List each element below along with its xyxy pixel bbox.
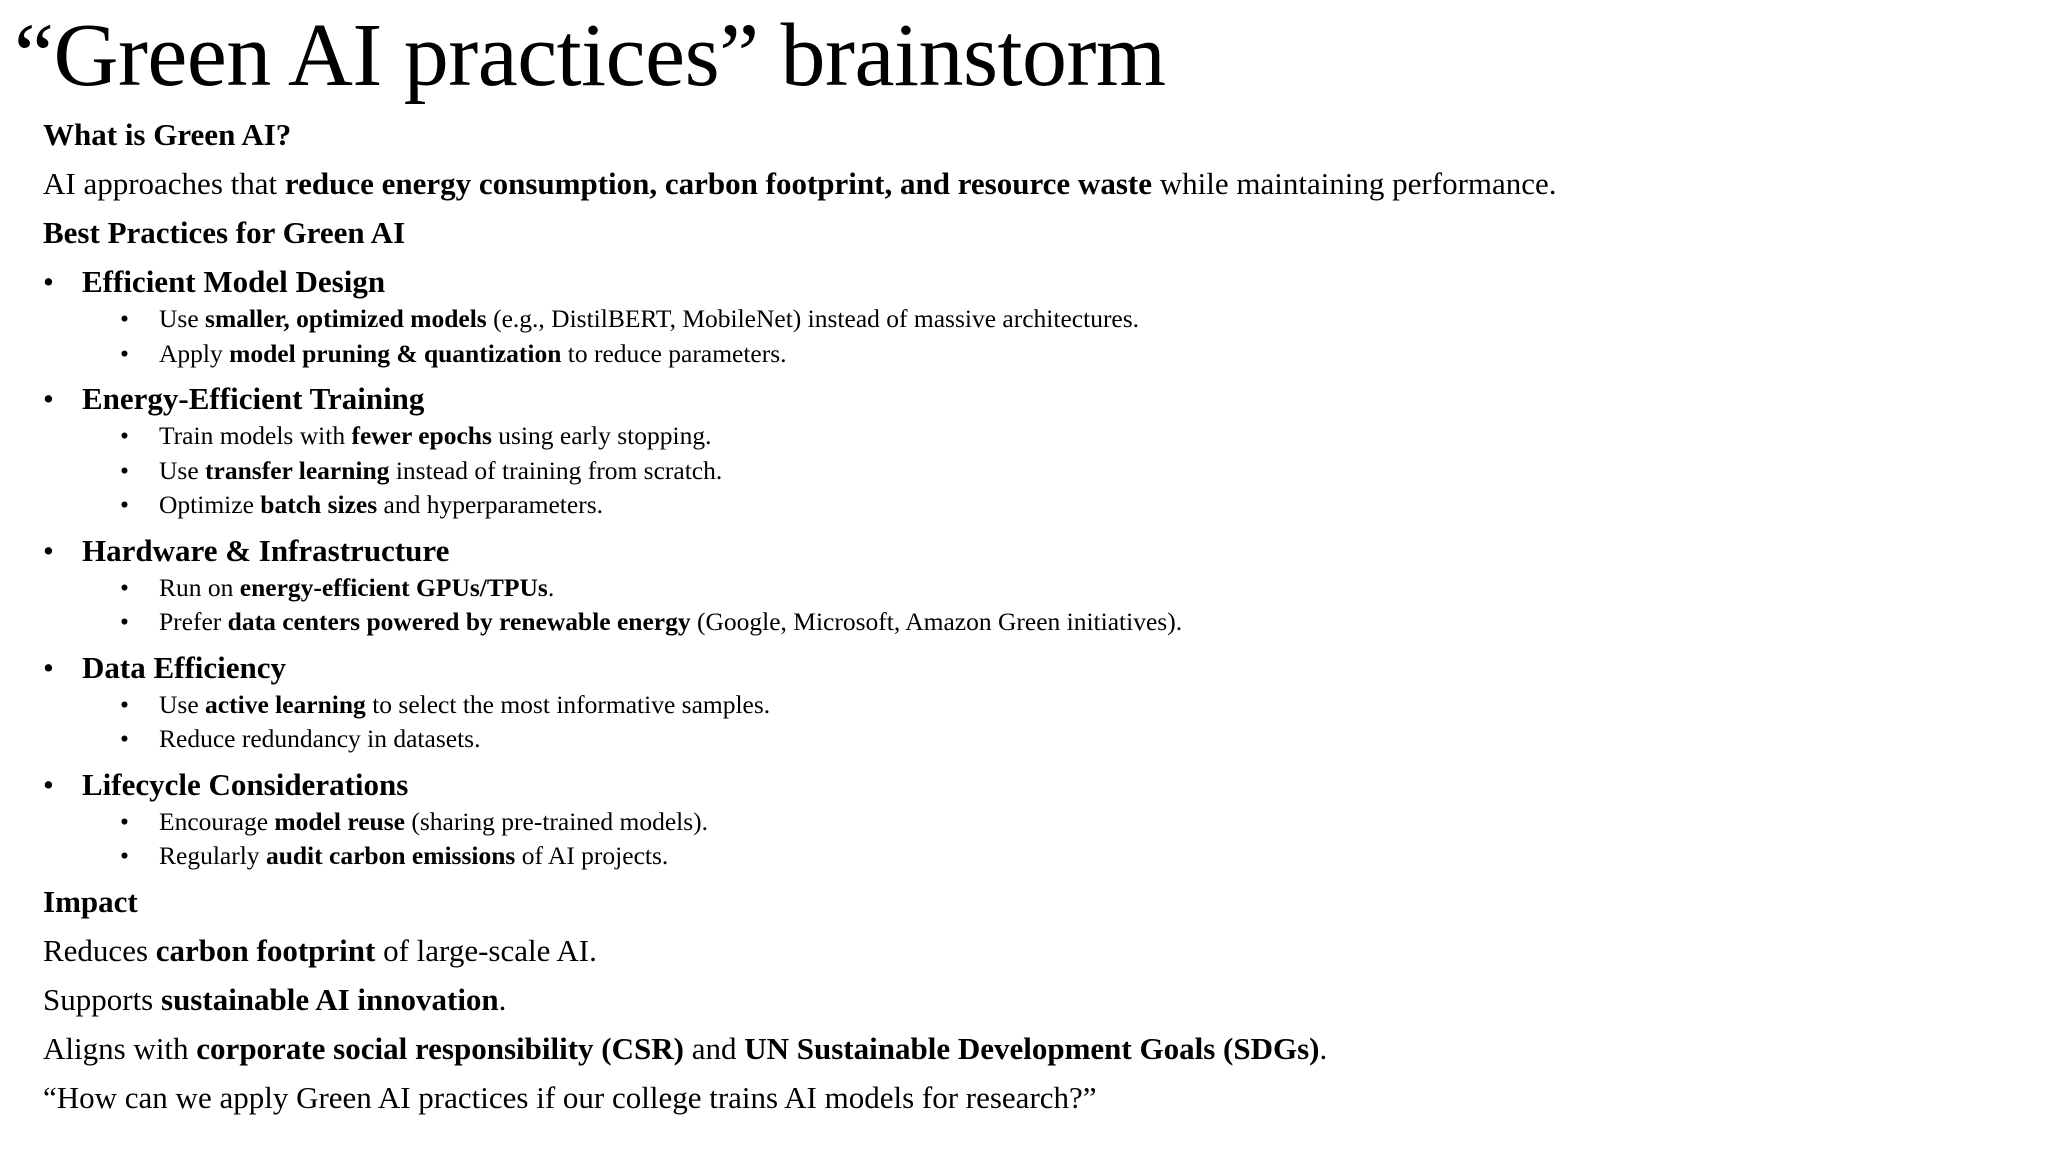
practice-heading <box>43 765 2023 805</box>
text-run: of AI projects. <box>515 841 669 870</box>
text-run: (Google, Microsoft, Amazon Green initiatives). <box>690 607 1183 636</box>
bullet-icon: • <box>43 532 54 568</box>
slide-title: “Green AI practices” brainstorm <box>14 6 1166 105</box>
text-run: using early stopping. <box>491 421 712 450</box>
text-run: instead of training from scratch. <box>389 455 723 485</box>
practice-heading <box>43 379 2023 419</box>
text-run: . <box>547 572 555 602</box>
practice-heading-text: Data Efficiency <box>82 649 287 685</box>
bullet-icon: • <box>43 766 54 802</box>
text-run: Run on <box>159 572 240 602</box>
text-run: Optimize <box>159 490 261 519</box>
practice-heading-text: Efficient Model Design <box>82 264 386 299</box>
bullet-icon: • <box>120 490 129 519</box>
bold-text-run: energy-efficient GPUs/TPUs <box>239 572 548 602</box>
text-run: Apply <box>159 338 230 368</box>
impact-line <box>43 980 2023 1020</box>
text-run: Train models with <box>159 421 352 450</box>
practice-heading-text: Energy-Efficient Training <box>82 381 425 416</box>
text-run: to select the most informative samples. <box>365 689 771 719</box>
definition-line <box>43 164 2023 204</box>
bold-text-run: reduce energy consumption, carbon footprint, and resource waste <box>284 166 1152 201</box>
text-run: Use <box>159 304 206 333</box>
text-run: Regularly <box>159 841 266 870</box>
closing-question: “How can we apply Green AI practices if our college trains AI models for research?” <box>43 1079 1097 1115</box>
impact-line <box>43 1029 2023 1069</box>
bold-text-run: audit carbon emissions <box>265 841 516 870</box>
text-run: (e.g., DistilBERT, MobileNet) instead of massive architectures. <box>486 304 1140 333</box>
text-run: Prefer <box>159 607 228 636</box>
impact-list <box>43 931 2023 1069</box>
practice-item <box>43 688 2023 723</box>
bold-text-run: active learning <box>205 689 366 719</box>
practice-heading-text: Hardware & Infrastructure <box>82 532 450 568</box>
text-run: Use <box>159 689 206 719</box>
bullet-icon: • <box>120 607 129 636</box>
text-run: to reduce parameters. <box>561 338 787 368</box>
practice-heading-text: Lifecycle Considerations <box>82 766 409 802</box>
bold-text-run: carbon footprint <box>155 932 376 968</box>
text-run: Supports <box>43 981 161 1017</box>
practice-heading <box>43 262 2023 302</box>
text-run: . <box>498 981 507 1017</box>
practice-item <box>43 302 2023 337</box>
bullet-icon: • <box>120 304 129 333</box>
bold-text-run: model pruning & quantization <box>229 338 562 368</box>
text-run: Reduces <box>43 932 156 968</box>
practice-group <box>43 262 2023 371</box>
bold-text-run: smaller, optimized models <box>205 304 487 333</box>
bold-text-run: sustainable AI innovation <box>161 981 499 1017</box>
practice-item <box>43 571 2023 606</box>
practice-item <box>43 839 2023 874</box>
bullet-icon: • <box>43 649 54 685</box>
text-run: Aligns with <box>43 1030 197 1066</box>
practice-item <box>43 605 2023 640</box>
practice-group <box>43 648 2023 757</box>
bullet-icon: • <box>120 572 129 602</box>
text-run: Use <box>159 455 206 485</box>
practice-heading <box>43 531 2023 571</box>
bold-text-run: fewer epochs <box>351 421 492 450</box>
practice-item <box>43 419 2023 454</box>
bullet-icon: • <box>120 338 129 368</box>
bold-text-run: batch sizes <box>260 490 378 519</box>
impact-heading: Impact <box>43 883 138 919</box>
text-run: (sharing pre-trained models). <box>404 806 709 836</box>
bold-text-run: UN Sustainable Development Goals (SDGs) <box>744 1030 1320 1066</box>
practice-item <box>43 805 2023 840</box>
practice-item <box>43 722 2023 757</box>
bold-text-run: data centers powered by renewable energy <box>227 607 691 636</box>
practice-item <box>43 488 2023 523</box>
what-heading: What is Green AI? <box>43 117 292 152</box>
bullet-icon: • <box>120 724 129 753</box>
practice-group <box>43 531 2023 640</box>
bold-text-run: transfer learning <box>205 455 390 485</box>
bullet-icon: • <box>43 381 54 416</box>
text-run: . <box>1319 1030 1328 1066</box>
practice-item <box>43 454 2023 489</box>
bullet-icon: • <box>120 806 129 836</box>
bullet-icon: • <box>120 455 129 485</box>
text-run: AI approaches that <box>43 166 285 201</box>
text-run: and <box>683 1030 745 1066</box>
bullet-icon: • <box>120 841 129 870</box>
bold-text-run: model reuse <box>274 806 405 836</box>
practice-item <box>43 337 2023 372</box>
practice-heading <box>43 648 2023 688</box>
impact-line <box>43 931 2023 971</box>
practices-heading: Best Practices for Green AI <box>43 215 406 250</box>
bullet-icon: • <box>43 264 54 299</box>
text-run: Reduce redundancy in datasets. <box>159 724 481 753</box>
practice-group <box>43 379 2023 523</box>
slide-body <box>43 115 2023 1127</box>
text-run: and hyperparameters. <box>377 490 603 519</box>
bullet-icon: • <box>120 421 129 450</box>
text-run: of large-scale AI. <box>375 932 597 968</box>
text-run: while maintaining performance. <box>1151 166 1557 201</box>
text-run: Encourage <box>159 806 275 836</box>
practice-group <box>43 765 2023 874</box>
practices-list <box>43 262 2023 874</box>
bullet-icon: • <box>120 689 129 719</box>
bold-text-run: corporate social responsibility (CSR) <box>196 1030 684 1066</box>
